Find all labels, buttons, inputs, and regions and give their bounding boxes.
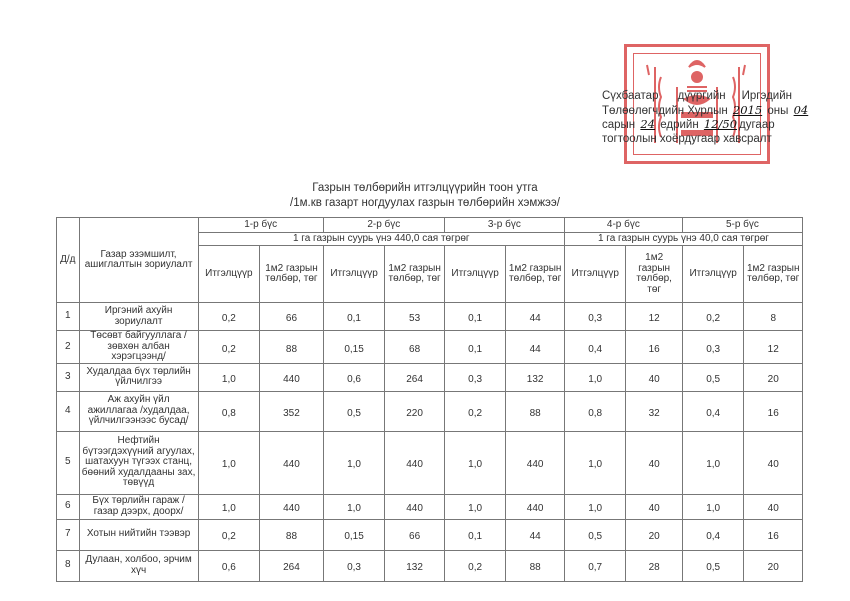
table-row [57, 303, 803, 331]
table-row [57, 391, 803, 431]
cell-coefficient: 1,0 [682, 431, 744, 494]
cell-fee: 40 [744, 494, 803, 519]
zone-header-3: 3-р бүс [444, 218, 564, 233]
row-name: Иргэний ахуйн зориулалт [79, 303, 198, 331]
cell-coefficient: 1,0 [198, 431, 260, 494]
cell-coefficient: 0,1 [323, 303, 385, 331]
table-row [57, 363, 803, 391]
approval-line3-c: дугаар [739, 119, 775, 131]
zone-header-1: 1-р бүс [198, 218, 323, 233]
cell-fee: 66 [385, 519, 445, 550]
approval-line3-b: едрийн [660, 119, 699, 131]
cell-coefficient: 0,3 [323, 550, 385, 581]
cell-coefficient: 0,15 [323, 331, 385, 364]
cell-fee: 20 [744, 363, 803, 391]
sub-header-coef: Итгэлцүүр [682, 246, 744, 303]
row-name: Нефтийн бүтээгдэхүүний агуулах, шатахуун түгээх станц, бөөний худалдааны зах, төвүүд [79, 431, 198, 494]
approval-line1-a: Сүхбаатар [602, 90, 659, 102]
zone-header-5: 5-р бүс [682, 218, 802, 233]
approval-line2-b: оны [767, 104, 789, 117]
cell-fee: 440 [506, 494, 564, 519]
cell-fee: 132 [506, 363, 564, 391]
cell-coefficient: 0,2 [198, 303, 260, 331]
approval-year: 2015 [732, 102, 763, 117]
cell-coefficient: 0,3 [682, 331, 744, 364]
table-row [57, 519, 803, 550]
cell-coefficient: 0,2 [198, 331, 260, 364]
row-id: 5 [57, 431, 80, 494]
cell-coefficient: 1,0 [564, 494, 626, 519]
cell-coefficient: 1,0 [198, 363, 260, 391]
table-row [57, 550, 803, 581]
col-header-use: Газар эзэмшилт, ашиглалтын зориулалт [79, 218, 198, 303]
row-id: 2 [57, 331, 80, 364]
cell-fee: 12 [744, 331, 803, 364]
sub-header-coef: Итгэлцүүр [198, 246, 260, 303]
table-row [57, 494, 803, 519]
cell-coefficient: 1,0 [444, 494, 506, 519]
cell-fee: 352 [260, 391, 324, 431]
row-id: 6 [57, 494, 80, 519]
cell-coefficient: 0,6 [198, 550, 260, 581]
document-title: Газрын төлбөрийн итгэлцүүрийн тоон утга [312, 182, 538, 194]
document-subtitle: /1м.кв газарт ногдуулах газрын төлбөрийн хэмжээ/ [290, 197, 560, 209]
cell-fee: 440 [506, 431, 564, 494]
cell-coefficient: 0,2 [444, 550, 506, 581]
cell-fee: 440 [260, 494, 324, 519]
sub-header-fee: 1м2 газрын төлбөр, төг [385, 246, 445, 303]
approval-month: 04 [793, 102, 809, 117]
cell-coefficient: 0,4 [564, 331, 626, 364]
cell-coefficient: 1,0 [198, 494, 260, 519]
cell-coefficient: 1,0 [444, 431, 506, 494]
cell-fee: 88 [260, 331, 324, 364]
table-row [57, 431, 803, 494]
approval-note [602, 90, 832, 146]
cell-coefficient: 0,1 [444, 331, 506, 364]
cell-fee: 40 [626, 494, 682, 519]
land-fee-table [56, 217, 803, 582]
base-price-header-1: 1 га газрын суурь үнэ 440,0 сая төгрөг [198, 233, 564, 246]
cell-coefficient: 0,2 [444, 391, 506, 431]
base-price-header-2: 1 га газрын суурь үнэ 40,0 сая төгрөг [564, 233, 802, 246]
cell-fee: 8 [744, 303, 803, 331]
approval-line1-c: Иргэдийн [741, 90, 793, 102]
cell-coefficient: 0,1 [444, 303, 506, 331]
row-id: 3 [57, 363, 80, 391]
sub-header-fee: 1м2 газрын төлбөр, төг [506, 246, 564, 303]
cell-coefficient: 0,7 [564, 550, 626, 581]
cell-coefficient: 1,0 [564, 431, 626, 494]
cell-coefficient: 0,4 [682, 519, 744, 550]
cell-coefficient: 0,2 [198, 519, 260, 550]
approval-line2-a: Төлөөлөгчдийн Хурлын [602, 104, 728, 117]
cell-fee: 44 [506, 331, 564, 364]
cell-fee: 32 [626, 391, 682, 431]
cell-coefficient: 1,0 [564, 363, 626, 391]
zone-header-2: 2-р бүс [323, 218, 444, 233]
row-id: 1 [57, 303, 80, 331]
cell-coefficient: 0,2 [682, 303, 744, 331]
cell-fee: 16 [744, 391, 803, 431]
cell-fee: 40 [626, 363, 682, 391]
table-row [57, 331, 803, 364]
approval-resolution-no: 12/50 [703, 117, 738, 131]
cell-fee: 440 [260, 431, 324, 494]
row-name: Дулаан, холбоо, эрчим хүч [79, 550, 198, 581]
cell-fee: 16 [626, 331, 682, 364]
cell-fee: 44 [506, 303, 564, 331]
cell-fee: 440 [260, 363, 324, 391]
cell-fee: 28 [626, 550, 682, 581]
approval-line1-b: дүүргийн [677, 90, 726, 102]
cell-fee: 88 [506, 391, 564, 431]
sub-header-fee: 1м2 газрын төлбөр, төг [744, 246, 803, 303]
sub-header-fee: 1м2 газрын төлбөр, төг [626, 246, 682, 303]
cell-fee: 40 [626, 431, 682, 494]
cell-fee: 44 [506, 519, 564, 550]
cell-fee: 440 [385, 494, 445, 519]
row-name: Худалдаа бүх төрлийн үйлчилгээ [79, 363, 198, 391]
approval-line4: тогтоолын хоёрдугаар хавсралт [602, 132, 772, 145]
col-header-id: Д/д [57, 218, 80, 303]
row-id: 8 [57, 550, 80, 581]
approval-day: 24 [640, 117, 656, 131]
cell-coefficient: 0,6 [323, 363, 385, 391]
cell-fee: 20 [626, 519, 682, 550]
sub-header-coef: Итгэлцүүр [323, 246, 385, 303]
row-id: 7 [57, 519, 80, 550]
cell-fee: 440 [385, 431, 445, 494]
cell-fee: 88 [506, 550, 564, 581]
row-name: Төсөвт байгууллага /зөвхөн албан хэрэгцээнд/ [79, 331, 198, 364]
cell-fee: 264 [385, 363, 445, 391]
zone-header-4: 4-р бүс [564, 218, 682, 233]
cell-coefficient: 0,8 [198, 391, 260, 431]
cell-fee: 20 [744, 550, 803, 581]
cell-fee: 53 [385, 303, 445, 331]
cell-fee: 88 [260, 519, 324, 550]
cell-fee: 220 [385, 391, 445, 431]
cell-coefficient: 0,5 [323, 391, 385, 431]
cell-fee: 132 [385, 550, 445, 581]
cell-fee: 264 [260, 550, 324, 581]
cell-coefficient: 0,5 [682, 363, 744, 391]
cell-coefficient: 0,1 [444, 519, 506, 550]
cell-coefficient: 0,15 [323, 519, 385, 550]
cell-fee: 12 [626, 303, 682, 331]
cell-coefficient: 1,0 [682, 494, 744, 519]
row-name: Бүх төрлийн гараж /газар дээрх, доорх/ [79, 494, 198, 519]
cell-coefficient: 0,5 [564, 519, 626, 550]
cell-fee: 40 [744, 431, 803, 494]
cell-coefficient: 1,0 [323, 494, 385, 519]
row-id: 4 [57, 391, 80, 431]
cell-coefficient: 0,4 [682, 391, 744, 431]
cell-fee: 66 [260, 303, 324, 331]
row-name: Хотын нийтийн тээвэр [79, 519, 198, 550]
sub-header-fee: 1м2 газрын төлбөр, төг [260, 246, 324, 303]
cell-fee: 16 [744, 519, 803, 550]
cell-coefficient: 1,0 [323, 431, 385, 494]
cell-coefficient: 0,3 [564, 303, 626, 331]
cell-coefficient: 0,8 [564, 391, 626, 431]
row-name: Аж ахуйн үйл ажиллагаа /худалдаа, үйлчилгээнээс бусад/ [79, 391, 198, 431]
approval-line3-a: сарын [602, 119, 636, 131]
cell-fee: 68 [385, 331, 445, 364]
sub-header-coef: Итгэлцүүр [564, 246, 626, 303]
cell-coefficient: 0,5 [682, 550, 744, 581]
sub-header-coef: Итгэлцүүр [444, 246, 506, 303]
cell-coefficient: 0,3 [444, 363, 506, 391]
